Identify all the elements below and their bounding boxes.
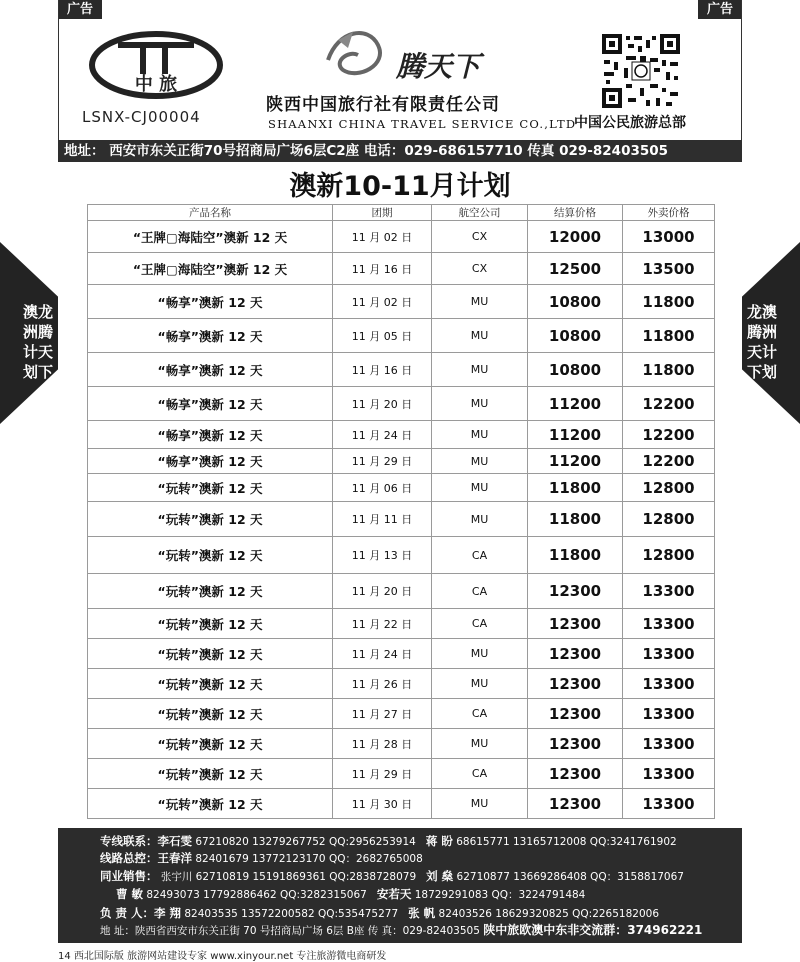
product-cell: “玩转”澳新 12 天 bbox=[88, 574, 333, 609]
table-row bbox=[88, 449, 715, 474]
retail-price-cell: 12800 bbox=[623, 474, 715, 502]
page-title: 澳新10-11月计划 bbox=[289, 171, 511, 202]
company-name-cn: 陕西中国旅行社有限责任公司 bbox=[266, 95, 500, 115]
airline-cell: MU bbox=[432, 353, 528, 387]
table-row bbox=[88, 574, 715, 609]
product-cell: “玩转”澳新 12 天 bbox=[88, 699, 333, 729]
table-row bbox=[88, 669, 715, 699]
settle-price-cell: 12300 bbox=[528, 759, 623, 789]
airline-cell: MU bbox=[432, 729, 528, 759]
contact-line-4 bbox=[116, 887, 585, 902]
retail-price-cell: 13300 bbox=[623, 729, 715, 759]
retail-price-cell: 13300 bbox=[623, 789, 715, 819]
table-row bbox=[88, 221, 715, 253]
contact-group: 陕中旅欧澳中东非交流群：374962221 bbox=[483, 923, 703, 937]
date-cell: 11 月 11 日 bbox=[333, 502, 432, 537]
license-number: LSNX-CJ00004 bbox=[82, 108, 201, 126]
settle-price-cell: 12000 bbox=[528, 221, 623, 253]
settle-price-cell: 12300 bbox=[528, 699, 623, 729]
header-settle-price: 结算价格 bbox=[528, 205, 623, 221]
header-product: 产品名称 bbox=[88, 205, 333, 221]
settle-price-cell: 10800 bbox=[528, 285, 623, 319]
airline-cell: MU bbox=[432, 669, 528, 699]
table-row bbox=[88, 729, 715, 759]
logo-icon bbox=[88, 30, 224, 100]
contact-name: 张 帆 bbox=[408, 906, 436, 920]
table-row bbox=[88, 609, 715, 639]
settle-price-cell: 11800 bbox=[528, 474, 623, 502]
retail-price-cell: 13300 bbox=[623, 699, 715, 729]
date-cell: 11 月 13 日 bbox=[333, 537, 432, 574]
contact-panel bbox=[58, 828, 742, 943]
product-cell: “畅享”澳新 12 天 bbox=[88, 449, 333, 474]
retail-price-cell: 13500 bbox=[623, 253, 715, 285]
product-cell: “畅享”澳新 12 天 bbox=[88, 387, 333, 421]
airline-cell: MU bbox=[432, 502, 528, 537]
product-cell: “玩转”澳新 12 天 bbox=[88, 669, 333, 699]
product-cell: “玩转”澳新 12 天 bbox=[88, 537, 333, 574]
qr-code bbox=[600, 32, 682, 110]
contact-info: 68615771 13165712008 QQ:3241761902 bbox=[456, 836, 677, 848]
sidebar-right-line: 天计 bbox=[746, 343, 777, 361]
airline-cell: CX bbox=[432, 253, 528, 285]
contact-name: 同业销售： bbox=[100, 869, 158, 883]
airline-cell: MU bbox=[432, 387, 528, 421]
contact-info: 82401679 13772123170 QQ：2682765008 bbox=[195, 853, 423, 865]
retail-price-cell: 12200 bbox=[623, 387, 715, 421]
settle-price-cell: 11200 bbox=[528, 387, 623, 421]
settle-price-cell: 10800 bbox=[528, 353, 623, 387]
company-name-en: SHAANXI CHINA TRAVEL SERVICE CO.,LTD bbox=[268, 117, 577, 131]
contact-name: 蒋 盼 bbox=[425, 834, 453, 848]
contact-name: 刘 燊 bbox=[426, 869, 454, 883]
date-cell: 11 月 20 日 bbox=[333, 387, 432, 421]
table-row bbox=[88, 353, 715, 387]
product-cell: “畅享”澳新 12 天 bbox=[88, 285, 333, 319]
contact-name: 线路总控：王春洋 bbox=[100, 851, 192, 865]
settle-price-cell: 12300 bbox=[528, 789, 623, 819]
settle-price-cell: 12300 bbox=[528, 669, 623, 699]
table-row bbox=[88, 537, 715, 574]
table-body bbox=[88, 221, 715, 819]
date-cell: 11 月 24 日 bbox=[333, 639, 432, 669]
date-cell: 11 月 26 日 bbox=[333, 669, 432, 699]
contact-name: 曹 敏 bbox=[116, 887, 144, 901]
settle-price-cell: 12300 bbox=[528, 729, 623, 759]
table-row bbox=[88, 639, 715, 669]
contact-name: 专线联系：李石雯 bbox=[100, 834, 192, 848]
contact-info: 18729291083 QQ：3224791484 bbox=[414, 889, 586, 901]
header-airline: 航空公司 bbox=[432, 205, 528, 221]
date-cell: 11 月 16 日 bbox=[333, 253, 432, 285]
date-cell: 11 月 02 日 bbox=[333, 285, 432, 319]
address-bar: 地址： 西安市东关正街70号招商局广场6层C2座 电话：029-686157710 传真 029-82403505 bbox=[58, 140, 742, 162]
retail-price-cell: 13300 bbox=[623, 669, 715, 699]
airline-cell: CA bbox=[432, 537, 528, 574]
table-row bbox=[88, 474, 715, 502]
table-row bbox=[88, 253, 715, 285]
date-cell: 11 月 24 日 bbox=[333, 421, 432, 449]
settle-price-cell: 11200 bbox=[528, 449, 623, 474]
settle-price-cell: 11800 bbox=[528, 502, 623, 537]
date-cell: 11 月 06 日 bbox=[333, 474, 432, 502]
product-cell: “玩转”澳新 12 天 bbox=[88, 609, 333, 639]
table-header-row bbox=[88, 205, 715, 221]
retail-price-cell: 11800 bbox=[623, 319, 715, 353]
settle-price-cell: 12300 bbox=[528, 639, 623, 669]
retail-price-cell: 13300 bbox=[623, 574, 715, 609]
product-cell: “玩转”澳新 12 天 bbox=[88, 474, 333, 502]
date-cell: 11 月 28 日 bbox=[333, 729, 432, 759]
product-cell: “畅享”澳新 12 天 bbox=[88, 319, 333, 353]
sidebar-left-text bbox=[18, 302, 58, 382]
airline-cell: CA bbox=[432, 699, 528, 729]
product-cell: “玩转”澳新 12 天 bbox=[88, 639, 333, 669]
qr-code-icon bbox=[600, 32, 682, 110]
airline-cell: MU bbox=[432, 319, 528, 353]
sidebar-left-line: 澳龙 bbox=[22, 303, 53, 321]
contact-line-2 bbox=[100, 851, 423, 866]
airline-cell: MU bbox=[432, 474, 528, 502]
brand-name: 腾天下 bbox=[395, 50, 481, 83]
logo-text: 中 旅 bbox=[134, 74, 178, 95]
header-retail-price: 外卖价格 bbox=[623, 205, 715, 221]
contact-name: 安若天 bbox=[376, 887, 412, 901]
contact-line-1 bbox=[100, 834, 677, 849]
contact-line-5 bbox=[100, 906, 659, 921]
product-cell: “畅享”澳新 12 天 bbox=[88, 421, 333, 449]
page-footer: 14 西北国际版 旅游网站建设专家 www.xinyour.net 专注旅游微电商研发 bbox=[58, 951, 387, 962]
retail-price-cell: 12800 bbox=[623, 502, 715, 537]
retail-price-cell: 13300 bbox=[623, 609, 715, 639]
settle-price-cell: 12300 bbox=[528, 574, 623, 609]
table-row bbox=[88, 319, 715, 353]
date-cell: 11 月 20 日 bbox=[333, 574, 432, 609]
retail-price-cell: 12200 bbox=[623, 449, 715, 474]
table-row bbox=[88, 699, 715, 729]
contact-address: 地 址：陕西省西安市东关正街 70 号招商局广场 6层 B座 传 真：029-82403505 bbox=[100, 925, 480, 937]
dragon-icon bbox=[318, 20, 508, 90]
table-row bbox=[88, 421, 715, 449]
table-row bbox=[88, 759, 715, 789]
airline-cell: CA bbox=[432, 609, 528, 639]
retail-price-cell: 13000 bbox=[623, 221, 715, 253]
sidebar-right-line: 腾洲 bbox=[746, 323, 777, 341]
product-cell: “王牌▢海陆空”澳新 12 天 bbox=[88, 221, 333, 253]
date-cell: 11 月 05 日 bbox=[333, 319, 432, 353]
sidebar-left-line: 划下 bbox=[22, 363, 53, 381]
date-cell: 11 月 30 日 bbox=[333, 789, 432, 819]
contact-line-6 bbox=[100, 923, 702, 938]
contact-info: 82403526 18629320825 QQ:2265182006 bbox=[438, 908, 660, 920]
sidebar-right-text bbox=[742, 302, 782, 382]
sidebar-left-line: 洲腾 bbox=[22, 323, 53, 341]
product-cell: “畅享”澳新 12 天 bbox=[88, 353, 333, 387]
ad-label-left: 广告 bbox=[58, 0, 102, 19]
table-row bbox=[88, 502, 715, 537]
company-logo bbox=[88, 30, 224, 100]
settle-price-cell: 11200 bbox=[528, 421, 623, 449]
settle-price-cell: 12500 bbox=[528, 253, 623, 285]
airline-cell: MU bbox=[432, 421, 528, 449]
product-cell: “玩转”澳新 12 天 bbox=[88, 759, 333, 789]
airline-cell: MU bbox=[432, 639, 528, 669]
product-cell: “玩转”澳新 12 天 bbox=[88, 729, 333, 759]
airline-cell: CX bbox=[432, 221, 528, 253]
table-row bbox=[88, 285, 715, 319]
date-cell: 11 月 29 日 bbox=[333, 449, 432, 474]
contact-info: 82403535 13572200582 QQ:535475277 bbox=[184, 908, 399, 920]
ad-label-right: 广告 bbox=[698, 0, 742, 19]
date-cell: 11 月 27 日 bbox=[333, 699, 432, 729]
sidebar-left-line: 计天 bbox=[22, 343, 53, 361]
date-cell: 11 月 02 日 bbox=[333, 221, 432, 253]
airline-cell: MU bbox=[432, 789, 528, 819]
retail-price-cell: 11800 bbox=[623, 285, 715, 319]
header-date: 团期 bbox=[333, 205, 432, 221]
airline-cell: MU bbox=[432, 449, 528, 474]
settle-price-cell: 11800 bbox=[528, 537, 623, 574]
contact-info: 张宇川 62710819 15191869361 QQ:2838728079 bbox=[160, 871, 417, 883]
retail-price-cell: 12200 bbox=[623, 421, 715, 449]
product-cell: “玩转”澳新 12 天 bbox=[88, 789, 333, 819]
qr-caption: 中国公民旅游总部 bbox=[574, 115, 686, 131]
settle-price-cell: 12300 bbox=[528, 609, 623, 639]
contact-info: 62710877 13669286408 QQ：3158817067 bbox=[456, 871, 684, 883]
price-table bbox=[87, 204, 715, 819]
sidebar-right-line: 龙澳 bbox=[746, 303, 777, 321]
product-cell: “王牌▢海陆空”澳新 12 天 bbox=[88, 253, 333, 285]
contact-info: 67210820 13279267752 QQ:2956253914 bbox=[195, 836, 416, 848]
airline-cell: CA bbox=[432, 574, 528, 609]
retail-price-cell: 13300 bbox=[623, 639, 715, 669]
product-cell: “玩转”澳新 12 天 bbox=[88, 502, 333, 537]
table-row bbox=[88, 789, 715, 819]
table-row bbox=[88, 387, 715, 421]
retail-price-cell: 11800 bbox=[623, 353, 715, 387]
date-cell: 11 月 29 日 bbox=[333, 759, 432, 789]
settle-price-cell: 10800 bbox=[528, 319, 623, 353]
airline-cell: MU bbox=[432, 285, 528, 319]
date-cell: 11 月 22 日 bbox=[333, 609, 432, 639]
retail-price-cell: 12800 bbox=[623, 537, 715, 574]
sidebar-right-line: 下划 bbox=[746, 363, 777, 381]
contact-line-3 bbox=[100, 869, 684, 884]
airline-cell: CA bbox=[432, 759, 528, 789]
date-cell: 11 月 16 日 bbox=[333, 353, 432, 387]
retail-price-cell: 13300 bbox=[623, 759, 715, 789]
contact-name: 负 责 人：李 翔 bbox=[100, 906, 182, 920]
dragon-brand bbox=[318, 20, 508, 90]
contact-info: 82493073 17792886462 QQ:3282315067 bbox=[146, 889, 367, 901]
